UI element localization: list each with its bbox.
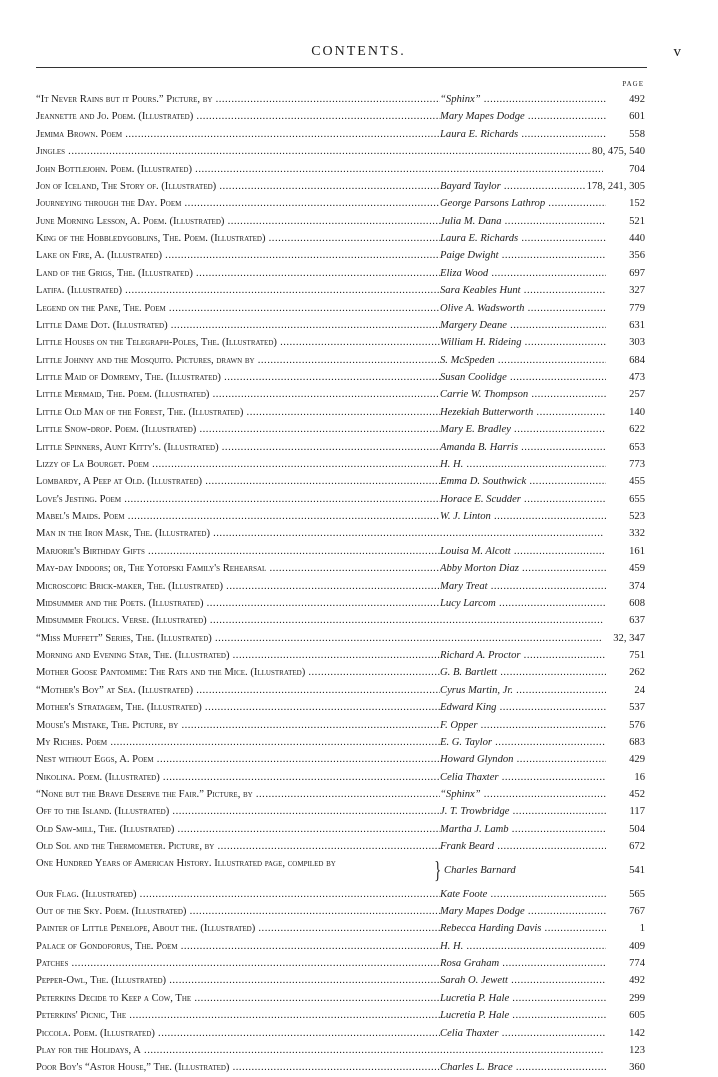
entry-author: Louisa M. Alcott .....: [440, 543, 606, 560]
entry-title: Lizzy of La Bourget. Poem .....: [36, 456, 440, 473]
entry-page-number: 558: [627, 126, 645, 143]
entry-page-number: 767: [627, 903, 645, 920]
entry-page-number: 452: [627, 786, 645, 803]
entry-title: Mouse's Mistake, The. Picture, by .....: [36, 717, 440, 734]
entry-title: “None but the Brave Deserve the Fair.” Picture, by .....: [36, 786, 440, 803]
contents-entry: [36, 734, 645, 751]
contents-entry: [36, 769, 645, 786]
entry-author: Edward King .....: [440, 699, 606, 716]
entry-author: Rebecca Harding Davis .....: [440, 920, 606, 937]
contents-entry: [36, 317, 645, 334]
contents-entry: [36, 213, 645, 230]
contents-entry: [36, 751, 645, 768]
entry-page-number: 140: [627, 404, 645, 421]
entry-page-number: 541: [627, 862, 645, 879]
entry-title: Little Spinners, Aunt Kitty's. (Illustrated) .....: [36, 439, 440, 456]
contents-entry: [36, 421, 645, 438]
contents-entry: [36, 178, 645, 195]
entry-title: Out of the Sky. Poem. (Illustrated) .....: [36, 903, 440, 920]
entry-title: Peterkins Decide to Keep a Cow, The .....: [36, 990, 440, 1007]
contents-entry: [36, 1007, 645, 1024]
contents-entry: [36, 195, 645, 212]
entry-page-number: 459: [627, 560, 645, 577]
entry-title: Mother's Stratagem, The. (Illustrated) .....: [36, 699, 440, 716]
entry-page-number: 751: [627, 647, 645, 664]
entry-title: Nikolina. Poem. (Illustrated) .....: [36, 769, 440, 786]
contents-entry: [36, 903, 645, 920]
entry-page-number: 429: [627, 751, 645, 768]
entry-page-number: 262: [627, 664, 645, 681]
contents-entry: [36, 369, 645, 386]
contents-entry: [36, 1059, 645, 1076]
page-numeral: v: [673, 44, 681, 60]
entry-author: Rosa Graham .....: [440, 955, 606, 972]
entry-author: William H. Rideing .....: [440, 334, 606, 351]
entry-page-number: 123: [603, 1042, 645, 1059]
entry-author: Sara Keables Hunt .....: [440, 282, 606, 299]
contents-entry: [36, 920, 645, 937]
entry-title: Little Maid of Domremy, The. (Illustrated) .....: [36, 369, 440, 386]
entry-title: My Riches. Poem .....: [36, 734, 440, 751]
entry-author: H. H. .....: [440, 456, 606, 473]
entry-author: Celia Thaxter .....: [440, 1025, 606, 1042]
entry-title: One Hundred Years of American History. Illustrated page, compiled by: [36, 857, 336, 869]
contents-entry: [36, 664, 645, 681]
entry-page-number: 257: [627, 386, 645, 403]
entry-author: Laura E. Richards .....: [440, 230, 606, 247]
entry-page-number: 697: [627, 265, 645, 282]
entry-author: Julia M. Dana .....: [440, 213, 606, 230]
entry-title: June Morning Lesson, A. Poem. (Illustrated) .....: [36, 213, 440, 230]
entry-title: Man in the Iron Mask, The. (Illustrated) .....: [36, 525, 604, 542]
entry-page-number: 80, 475, 540: [590, 143, 645, 160]
entry-author: Bayard Taylor .....: [440, 178, 606, 195]
contents-entry: [36, 473, 645, 490]
contents-entry: [36, 334, 645, 351]
entry-title: Little Old Man of the Forest, The. (Illustrated) .....: [36, 404, 440, 421]
entry-title: Painter of Little Penelope, About the. (Illustrated) .....: [36, 920, 440, 937]
entry-author: G. B. Bartlett .....: [440, 664, 606, 681]
entry-title: Jingles .....: [36, 143, 604, 160]
entry-author: E. G. Taylor .....: [440, 734, 606, 751]
entry-author: “Sphinx” .....: [440, 786, 606, 803]
entry-title: Midsummer and the Poets. (Illustrated) .....: [36, 595, 440, 612]
entry-title: Marjorie's Birthday Gifts .....: [36, 543, 440, 560]
entry-author: George Parsons Lathrop .....: [440, 195, 606, 212]
entry-page-number: 299: [627, 990, 645, 1007]
entry-title: Palace of Gondoforus, The. Poem .....: [36, 938, 440, 955]
entry-title: Jon of Iceland, The Story of. (Illustrated) .....: [36, 178, 440, 195]
contents-list: [36, 91, 645, 1077]
entry-author: “Sphinx” .....: [440, 91, 606, 108]
entry-page-number: 492: [627, 91, 645, 108]
contents-entry: [36, 803, 645, 820]
contents-entry: [36, 717, 645, 734]
contents-entry: [36, 126, 645, 143]
contents-entry: [36, 143, 645, 160]
entry-author: Margery Deane .....: [440, 317, 606, 334]
contents-entry: [36, 456, 645, 473]
entry-title: Lombardy, A Peep at Old. (Illustrated) .....: [36, 473, 440, 490]
contents-entry: [36, 525, 645, 542]
entry-title: Jeannette and Jo. Poem. (Illustrated) .....: [36, 108, 440, 125]
entry-author: Cyrus Martin, Jr. .....: [440, 682, 606, 699]
contents-entry: [36, 578, 645, 595]
entry-author: Eliza Wood .....: [440, 265, 606, 282]
entry-title: “It Never Rains but it Pours.” Picture, by .....: [36, 91, 440, 108]
entry-page-number: 178, 241, 305: [585, 178, 645, 195]
entry-page-number: 473: [627, 369, 645, 386]
contents-entry: [36, 972, 645, 989]
contents-entry: [36, 161, 645, 178]
entry-author: Richard A. Proctor .....: [440, 647, 606, 664]
entry-author: Howard Glyndon .....: [440, 751, 606, 768]
contents-entry: [36, 439, 645, 456]
entry-title: Poor Boy's “Astor House,” The. (Illustrated) .....: [36, 1059, 440, 1076]
entry-title: Patches .....: [36, 955, 440, 972]
entry-author: Abby Morton Diaz .....: [440, 560, 606, 577]
entry-title: Little Snow-drop. Poem. (Illustrated) .....: [36, 421, 440, 438]
contents-entry: [36, 265, 645, 282]
entry-title: Lake on Fire, A. (Illustrated) .....: [36, 247, 440, 264]
entry-author: Mary E. Bradley .....: [440, 421, 606, 438]
entry-author: Mary Mapes Dodge .....: [440, 108, 606, 125]
entry-author: S. McSpeden .....: [440, 352, 606, 369]
entry-page-number: 440: [627, 230, 645, 247]
contents-entry: [36, 821, 645, 838]
entry-title: Midsummer Frolics. Verse. (Illustrated) .....: [36, 612, 604, 629]
contents-entry: [36, 282, 645, 299]
entry-title: May-day Indoors; or, The Yotopski Family's Rehearsal .....: [36, 560, 440, 577]
entry-page-number: 409: [627, 938, 645, 955]
entry-author: Mary Treat .....: [440, 578, 606, 595]
entry-page-number: 774: [627, 955, 645, 972]
entry-page-number: 303: [627, 334, 645, 351]
entry-page-number: 374: [627, 578, 645, 595]
entry-title: Peterkins' Picnic, The .....: [36, 1007, 440, 1024]
entry-author: Charles L. Brace .....: [440, 1059, 606, 1076]
contents-entry: [36, 404, 645, 421]
contents-entry: [36, 595, 645, 612]
contents-entry: [36, 955, 645, 972]
contents-entry: [36, 938, 645, 955]
entry-page-number: 152: [627, 195, 645, 212]
contents-entry: [36, 508, 645, 525]
entry-author: Frank Beard .....: [440, 838, 606, 855]
contents-entry: [36, 1025, 645, 1042]
contents-entry: [36, 990, 645, 1007]
contents-entry: [36, 630, 645, 647]
entry-page-number: 24: [632, 682, 645, 699]
entry-page-number: 32, 347: [603, 630, 645, 647]
entry-title: Play for the Holidays, A .....: [36, 1042, 604, 1059]
entry-title: King of the Hobbledygoblins, The. Poem. (Illustrated) .....: [36, 230, 440, 247]
entry-author: Kate Foote .....: [440, 886, 606, 903]
page-header: [36, 44, 681, 62]
contents-entry: [36, 856, 645, 886]
entry-author: Amanda B. Harris .....: [440, 439, 606, 456]
entry-page-number: 672: [627, 838, 645, 855]
entry-page-number: 608: [627, 595, 645, 612]
entry-author: Olive A. Wadsworth .....: [440, 300, 606, 317]
entry-title: “Mother's Boy” at Sea. (Illustrated) .....: [36, 682, 440, 699]
contents-entry: [36, 612, 645, 629]
entry-page-number: 605: [627, 1007, 645, 1024]
entry-author: Charles Barnard: [444, 864, 516, 876]
entry-author: H. H. .....: [440, 938, 606, 955]
entry-author: Lucretia P. Hale .....: [440, 1007, 606, 1024]
entry-title: Legend on the Pane, The. Poem .....: [36, 300, 440, 317]
entry-page-number: 332: [603, 525, 645, 542]
entry-author: Susan Coolidge .....: [440, 369, 606, 386]
entry-page-number: 683: [627, 734, 645, 751]
entry-author: Sarah O. Jewett .....: [440, 972, 606, 989]
entry-title: Little Dame Dot. (Illustrated) .....: [36, 317, 440, 334]
entry-title: Land of the Grigs, The. (Illustrated) .....: [36, 265, 440, 282]
entry-author: W. J. Linton .....: [440, 508, 606, 525]
contents-entry: [36, 886, 645, 903]
entry-page-number: 637: [603, 612, 645, 629]
entry-title: Old Sol and the Thermometer. Picture, by .....: [36, 838, 440, 855]
entry-title: Nest without Eggs, A. Poem .....: [36, 751, 440, 768]
entry-title: Our Flag. (Illustrated) .....: [36, 886, 440, 903]
entry-author: Celia Thaxter .....: [440, 769, 606, 786]
entry-author: Emma D. Southwick .....: [440, 473, 606, 490]
entry-title: Morning and Evening Star, The. (Illustrated) .....: [36, 647, 440, 664]
entry-title: Journeying through the Day. Poem .....: [36, 195, 440, 212]
contents-entry: [36, 699, 645, 716]
contents-entry: [36, 230, 645, 247]
contents-entry: [36, 560, 645, 577]
entry-title: Little Johnny and the Mosquito. Pictures, drawn by .....: [36, 352, 440, 369]
entry-page-number: 521: [627, 213, 645, 230]
entry-title: Off to the Island. (Illustrated) .....: [36, 803, 440, 820]
entry-page-number: 327: [627, 282, 645, 299]
entry-page-number: 622: [627, 421, 645, 438]
entry-title: Piccola. Poem. (Illustrated) .....: [36, 1025, 440, 1042]
contents-entry: [36, 247, 645, 264]
entry-page-number: 455: [627, 473, 645, 490]
entry-author: Horace E. Scudder .....: [440, 491, 606, 508]
entry-author: Lucy Larcom .....: [440, 595, 606, 612]
entry-title: Little Mermaid, The. Poem. (Illustrated) .....: [36, 386, 440, 403]
entry-page-number: 523: [627, 508, 645, 525]
entry-page-number: 565: [627, 886, 645, 903]
contents-entry: [36, 786, 645, 803]
entry-title: “Miss Muffett” Series, The. (Illustrated) .....: [36, 630, 604, 647]
entry-page-number: 631: [627, 317, 645, 334]
entry-title: John Bottlejohn. Poem. (Illustrated) .....: [36, 161, 604, 178]
contents-entry: [36, 91, 645, 108]
entry-title: Old Saw-mill, The. (Illustrated) .....: [36, 821, 440, 838]
entry-page-number: 576: [627, 717, 645, 734]
entry-page-number: 653: [627, 439, 645, 456]
entry-author: Mary Mapes Dodge .....: [440, 903, 606, 920]
entry-page-number: 142: [627, 1025, 645, 1042]
contents-entry: [36, 491, 645, 508]
page-title: CONTENTS.: [311, 44, 406, 59]
contents-entry: [36, 543, 645, 560]
contents-entry: [36, 838, 645, 855]
contents-entry: [36, 300, 645, 317]
entry-title: Latifa. (Illustrated) .....: [36, 282, 440, 299]
entry-page-number: 601: [627, 108, 645, 125]
entry-title: Love's Jesting. Poem .....: [36, 491, 440, 508]
entry-page-number: 704: [603, 161, 645, 178]
entry-title: Mother Goose Pantomime: The Rats and the Mice. (Illustrated) .....: [36, 664, 440, 681]
entry-title: Mabel's Maids. Poem .....: [36, 508, 440, 525]
contents-entry: [36, 647, 645, 664]
contents-entry: [36, 682, 645, 699]
entry-title: Jemima Brown. Poem .....: [36, 126, 440, 143]
entry-page-number: 16: [632, 769, 645, 786]
entry-author: J. T. Trowbridge .....: [440, 803, 606, 820]
entry-title: Microscopic Brick-maker, The. (Illustrated) .....: [36, 578, 440, 595]
entry-page-number: 1: [638, 920, 645, 937]
entry-title: Little Houses on the Telegraph-Poles, The. (Illustrated) .....: [36, 334, 440, 351]
entry-page-number: 360: [627, 1059, 645, 1076]
contents-entry: [36, 1042, 645, 1059]
entry-page-number: 773: [627, 456, 645, 473]
brace-glyph: }: [434, 857, 442, 884]
entry-author: Martha J. Lamb .....: [440, 821, 606, 838]
entry-author: Hezekiah Butterworth .....: [440, 404, 606, 421]
entry-page-number: 504: [627, 821, 645, 838]
entry-page-number: 161: [627, 543, 645, 560]
entry-author: F. Opper .....: [440, 717, 606, 734]
entry-page-number: 356: [627, 247, 645, 264]
entry-page-number: 537: [627, 699, 645, 716]
contents-entry: [36, 352, 645, 369]
entry-title: Pepper-Owl, The. (Illustrated) .....: [36, 972, 440, 989]
contents-entry: [36, 386, 645, 403]
entry-page-number: 655: [627, 491, 645, 508]
entry-author: Lucretia P. Hale .....: [440, 990, 606, 1007]
entry-author: Laura E. Richards .....: [440, 126, 606, 143]
entry-author: Carrie W. Thompson .....: [440, 386, 606, 403]
page-column-label: PAGE: [622, 80, 644, 88]
entry-page-number: 684: [627, 352, 645, 369]
entry-author: Paige Dwight .....: [440, 247, 606, 264]
entry-page-number: 492: [627, 972, 645, 989]
contents-entry: [36, 108, 645, 125]
entry-page-number: 779: [627, 300, 645, 317]
header-rule: [36, 67, 647, 68]
entry-page-number: 117: [628, 803, 646, 820]
